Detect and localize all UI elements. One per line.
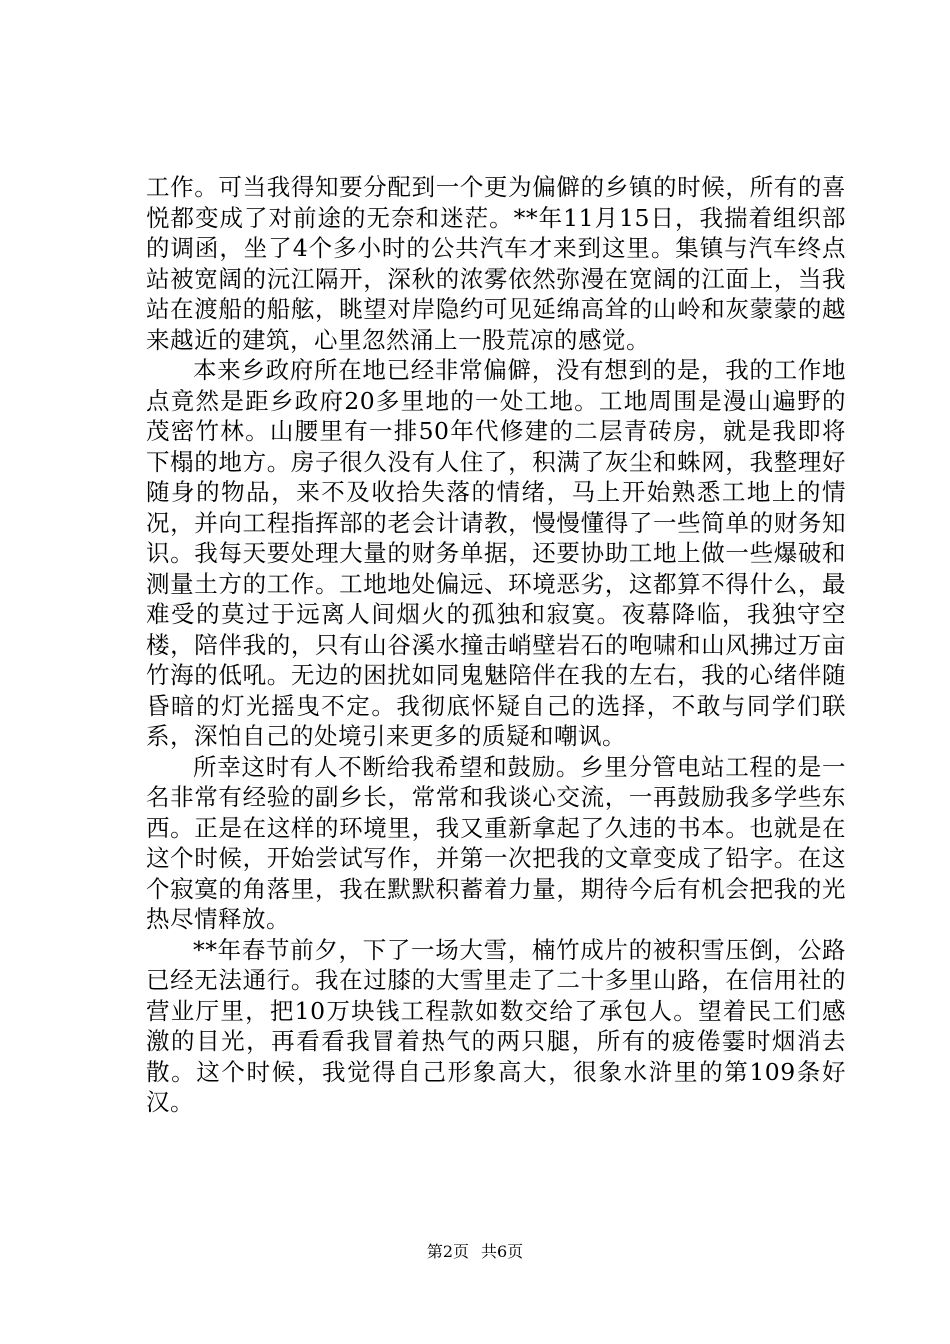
document-body (146, 172, 846, 1118)
page-total: 共6页 (481, 1242, 524, 1261)
paragraph-3: 所幸这时有人不断给我希望和鼓励。乡里分管电站工程的是一名非常有经验的副乡长，常常和我谈心交流，一再鼓励我多学些东西。正是在这样的环境里，我又重新拿起了久违的书本。也就是在这个时候，开始尝试写作，并第一次把我的文章变成了铅字。在这个寂寞的角落里，我在默默积蓄着力量，期待今后有机会把我的光热尽情释放。 (146, 752, 846, 933)
paragraph-1: 工作。可当我得知要分配到一个更为偏僻的乡镇的时候，所有的喜悦都变成了对前途的无奈和迷茫。**年11月15日，我揣着组织部的调函，坐了4个多小时的公共汽车才来到这里。集镇与汽车终点站被宽阔的沅江隔开，深秋的浓雾依然弥漫在宽阔的江面上，当我站在渡船的船舷，眺望对岸隐约可见延绵高耸的山岭和灰蒙蒙的越来越近的建筑，心里忽然涌上一股荒凉的感觉。 (146, 173, 846, 354)
page-footer (0, 1242, 950, 1262)
paragraph-2: 本来乡政府所在地已经非常偏僻，没有想到的是，我的工作地点竟然是距乡政府20多里地的一处工地。工地周围是漫山遍野的茂密竹林。山腰里有一排50年代修建的二层青砖房，就是我即将下榻的地方。房子很久没有人住了，积满了灰尘和蛛网，我整理好随身的物品，来不及收拾失落的情绪，马上开始熟悉工地上的情况，并向工程指挥部的老会计请教，慢慢懂得了一些简单的财务知识。我每天要处理大量的财务单据，还要协助工地上做一些爆破和测量土方的工作。工地地处偏远、环境恶劣，这都算不得什么，最难受的莫过于远离人间烟火的孤独和寂寞。夜幕降临，我独守空楼，陪伴我的，只有山谷溪水撞击峭壁岩石的咆啸和山风拂过万亩竹海的低吼。无边的困扰如同鬼魅陪伴在我的左右，我的心绪伴随昏暗的灯光摇曳不定。我彻底怀疑自己的选择，不敢与同学们联系，深怕自己的处境引来更多的质疑和嘲讽。 (146, 356, 846, 750)
paragraph-4: **年春节前夕，下了一场大雪，楠竹成片的被积雪压倒，公路已经无法通行。我在过膝的大雪里走了二十多里山路，在信用社的营业厅里，把10万块钱工程款如数交给了承包人。望着民工们感激的目光，再看看我冒着热气的两只腿，所有的疲倦霎时烟消去散。这个时候，我觉得自己形象高大，很象水浒里的第109条好汉。 (146, 935, 846, 1116)
page-number: 第2页 (426, 1242, 469, 1261)
